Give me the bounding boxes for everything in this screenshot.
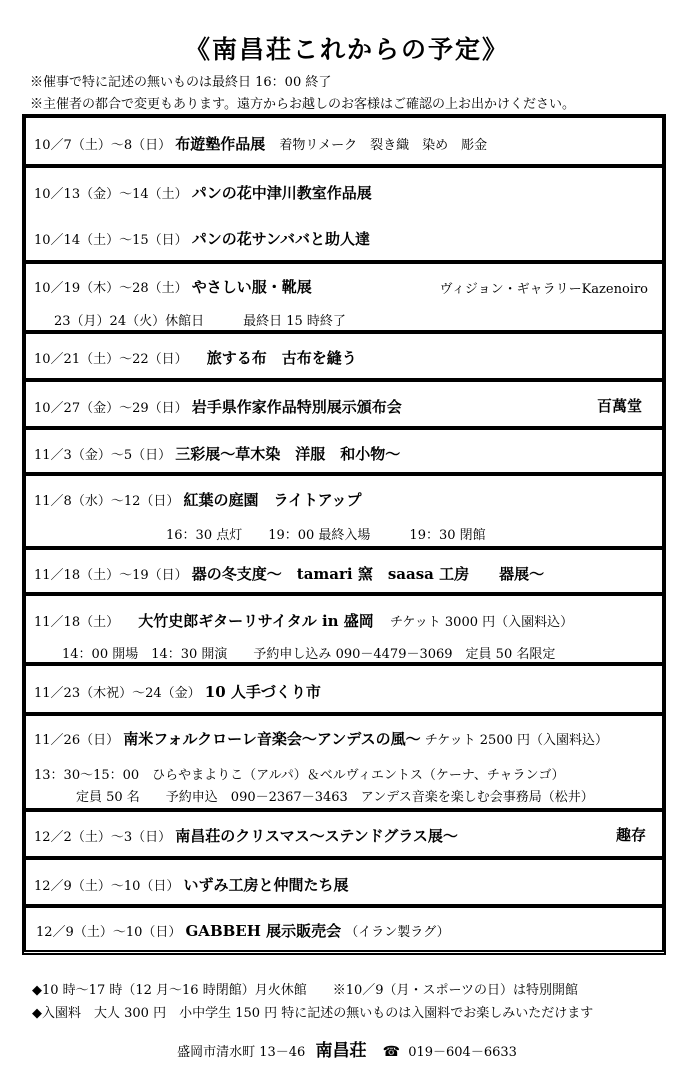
event-line xyxy=(34,764,565,783)
event-line xyxy=(34,681,321,702)
event-name: 旅する布 古布を縫う xyxy=(191,349,357,367)
event-organizer: ヴィジョン・ギャラリーKazenoiro xyxy=(439,282,648,297)
note-changes: ※主催者の都合で変更もあります。遠方からお越しのお客様はご確認の上お出かけください。 xyxy=(30,97,575,112)
event-detail: チケット 2500 円（入園料込） xyxy=(424,733,609,748)
event-box xyxy=(24,594,664,664)
event-line xyxy=(166,524,486,543)
event-line xyxy=(76,786,594,805)
event-box xyxy=(24,166,664,262)
event-detail: 定員 50 名 予約申込 090－2367－3463 アンデス音楽を楽しむ会事務局（松井） xyxy=(76,790,594,805)
event-date: 12／9（土）～10（日） xyxy=(36,925,182,940)
event-box xyxy=(24,332,664,380)
event-line xyxy=(54,310,346,329)
event-detail: 14：00 開場 14：30 開演 予約申し込み 090－4479－3069 定員 50 名限定 xyxy=(62,647,556,662)
event-date: 10／19（木）～28（土） xyxy=(34,281,188,296)
phone-icon: ☎ xyxy=(382,1044,401,1060)
event-organizer: 百萬堂 xyxy=(596,397,642,415)
phone-number: 019－604－6633 xyxy=(408,1045,517,1060)
event-box xyxy=(24,858,664,906)
event-line xyxy=(34,728,608,749)
footer-admission: ◆入園料 大人 300 円 小中学生 150 円 特に記述の無いものは入園料でお楽しみいただけます xyxy=(32,1006,594,1021)
event-date: 11／8（水）～12（日） xyxy=(34,494,180,509)
event-name: パンの花サンババと助人達 xyxy=(191,230,370,248)
note-end-time: ※催事で特に記述の無いものは最終日 16：00 終了 xyxy=(30,75,332,90)
event-box xyxy=(24,548,664,594)
event-date: 11／3（金）～5（日） xyxy=(34,448,172,463)
event-box xyxy=(24,906,664,952)
event-line xyxy=(34,182,372,203)
event-line xyxy=(34,396,402,417)
event-date: 10／21（土）～22（日） xyxy=(34,352,188,367)
event-name: 布遊塾作品展 xyxy=(175,135,266,153)
event-organizer: 趣存 xyxy=(615,826,646,844)
street-address: 盛岡市清水町 13－46 xyxy=(177,1045,306,1060)
event-box xyxy=(24,116,664,166)
event-name: 南昌荘のクリスマス～ステンドグラス展～ xyxy=(175,827,458,845)
event-date: 11／23（木祝）～24（金） xyxy=(34,686,201,701)
event-line xyxy=(62,643,555,662)
event-detail: 13：30～15：00 ひらやまよりこ（アルパ）＆ベルヴィエントス（ケーナ、チャランゴ） xyxy=(34,768,565,783)
event-detail: （イラン製ラグ） xyxy=(345,925,450,940)
event-name: 10 人手づくり市 xyxy=(204,683,321,701)
event-box xyxy=(24,428,664,474)
event-detail: 16：30 点灯 19：00 最終入場 19：30 閉館 xyxy=(166,528,486,543)
event-line xyxy=(34,874,349,895)
page-title: 《南昌荘これからの予定》 xyxy=(184,35,509,64)
event-name: やさしい服・靴展 xyxy=(191,278,312,296)
event-name: いずみ工房と仲間たち展 xyxy=(183,876,349,894)
event-name: 器の冬支度～ tamari 窯 saasa 工房 器展～ xyxy=(191,565,545,583)
event-name: GABBEH 展示販売会 xyxy=(185,922,342,940)
event-detail: 着物リメーク 裂き織 染め 彫金 xyxy=(279,138,488,153)
event-name: 三彩展～草木染 洋服 和小物～ xyxy=(175,445,401,463)
event-date: 10／27（金）～29（日） xyxy=(34,401,188,416)
event-name: 南米フォルクローレ音楽会～アンデスの風～ xyxy=(123,730,421,748)
event-box xyxy=(24,262,664,332)
event-line xyxy=(34,276,312,297)
event-box xyxy=(24,714,664,810)
event-box xyxy=(24,810,664,858)
event-name: 岩手県作家作品特別展示頒布会 xyxy=(191,398,402,416)
event-detail: 23（月）24（火）休館日 最終日 15 時終了 xyxy=(54,314,346,329)
event-detail: チケット 3000 円（入園料込） xyxy=(389,615,574,630)
event-date: 11／18（土）～19（日） xyxy=(34,568,188,583)
event-box xyxy=(24,474,664,548)
event-date: 10／7（土）～8（日） xyxy=(34,138,172,153)
event-line xyxy=(34,489,362,510)
event-date: 10／13（金）～14（土） xyxy=(34,187,188,202)
event-name: 大竹史郎ギターリサイタル in 盛岡 xyxy=(123,612,374,630)
event-name: パンの花中津川教室作品展 xyxy=(191,184,372,202)
event-line xyxy=(34,347,357,368)
footer-hours: ◆10 時～17 時（12 月～16 時閉館）月火休館 ※10／9（月・スポーツの日）は特別開館 xyxy=(32,983,578,998)
event-date: 10／14（土）～15（日） xyxy=(34,233,188,248)
address-line xyxy=(0,1036,694,1061)
event-list xyxy=(22,114,666,955)
event-line xyxy=(34,228,370,249)
event-line xyxy=(34,610,573,631)
event-line xyxy=(34,443,400,464)
event-date: 11／18（土） xyxy=(34,615,120,630)
event-line xyxy=(36,920,450,941)
event-line xyxy=(34,825,458,846)
event-box xyxy=(24,664,664,714)
event-date: 12／9（土）～10（日） xyxy=(34,879,180,894)
event-line xyxy=(34,133,487,154)
event-box xyxy=(24,380,664,428)
event-date: 11／26（日） xyxy=(34,733,120,748)
event-name: 紅葉の庭園 ライトアップ xyxy=(183,491,362,509)
event-line xyxy=(34,563,544,584)
event-date: 12／2（土）～3（日） xyxy=(34,830,172,845)
shop-name: 南昌荘 xyxy=(315,1041,367,1061)
